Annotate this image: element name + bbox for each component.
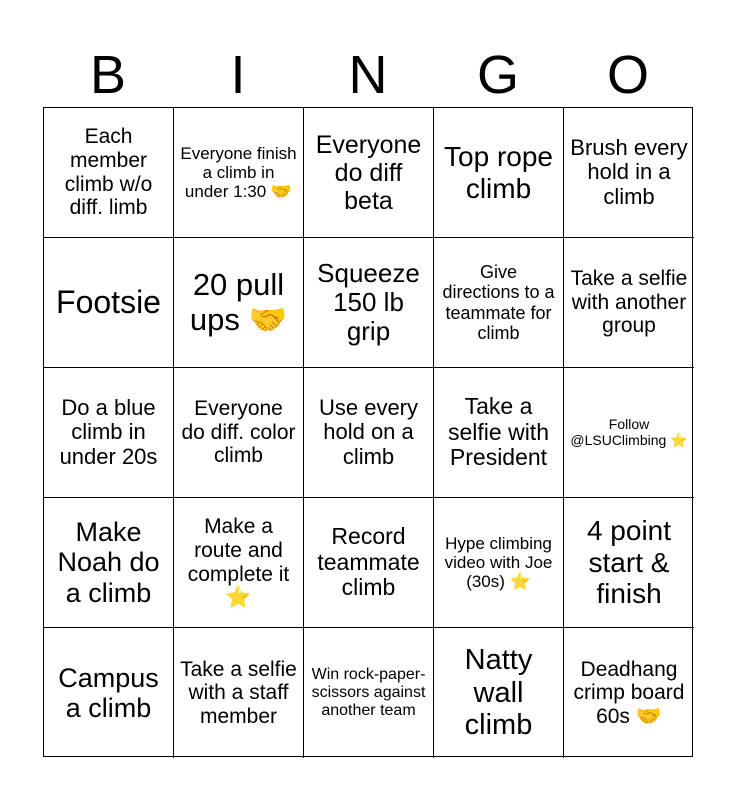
bingo-cell-r4c5[interactable]: [564, 498, 694, 628]
cell-text: Take a selfie with another group: [570, 267, 688, 338]
cell-text: Give directions to a teammate for climb: [442, 262, 555, 343]
cell-text: Hype climbing video with Joe (30s) ⭐: [444, 533, 553, 592]
bingo-cell-r3c1[interactable]: [44, 368, 174, 498]
bingo-grid: [43, 107, 693, 757]
cell-text: Follow @LSUClimbing ⭐: [570, 415, 688, 448]
bingo-cell-r5c2[interactable]: [174, 628, 304, 758]
bingo-cell-r3c3[interactable]: [304, 368, 434, 498]
bingo-cell-r2c5[interactable]: [564, 238, 694, 368]
cell-text: Make Noah do a climb: [57, 517, 160, 608]
cell-text: Everyone do diff. color climb: [181, 397, 296, 468]
bingo-cell-r2c2[interactable]: [174, 238, 304, 368]
bingo-cell-r2c4[interactable]: [434, 238, 564, 368]
header-letter-n: N: [348, 45, 388, 105]
bingo-cell-r5c4[interactable]: [434, 628, 564, 758]
bingo-cell-r5c1[interactable]: [44, 628, 174, 758]
cell-text: Each member climb w/o diff. limb: [64, 125, 153, 220]
bingo-cell-r2c1[interactable]: [44, 238, 174, 368]
bingo-cell-r3c5[interactable]: [564, 368, 694, 498]
cell-text: Take a selfie with President: [448, 392, 549, 471]
cell-text: Squeeze 150 lb grip: [317, 257, 420, 347]
bingo-cell-r4c3[interactable]: [304, 498, 434, 628]
bingo-cell-r1c4[interactable]: [434, 108, 564, 238]
bingo-cell-r4c4[interactable]: [434, 498, 564, 628]
bingo-cell-r1c3[interactable]: [304, 108, 434, 238]
bingo-cell-r2c3[interactable]: [304, 238, 434, 368]
header-letter-o: O: [606, 45, 649, 105]
bingo-cell-r1c2[interactable]: [174, 108, 304, 238]
cell-text: Footsie: [56, 283, 161, 320]
cell-text: 20 pull ups 🤝: [189, 266, 288, 337]
cell-text: Brush every hold in a climb: [570, 134, 688, 209]
cell-text: Everyone finish a climb in under 1:30 🤝: [180, 143, 297, 202]
cell-text: Campus a climb: [58, 662, 159, 723]
bingo-cell-r3c4[interactable]: [434, 368, 564, 498]
bingo-cell-r1c5[interactable]: [564, 108, 694, 238]
bingo-cell-r5c3[interactable]: [304, 628, 434, 758]
cell-text: Take a selfie with a staff member: [180, 657, 297, 728]
cell-text: Do a blue climb in under 20s: [59, 394, 158, 469]
bingo-cell-r3c2[interactable]: [174, 368, 304, 498]
cell-text: Win rock-paper-scissors against another team: [311, 666, 426, 719]
cell-text: Make a route and complete it ⭐: [187, 515, 290, 610]
cell-text: Use every hold on a climb: [318, 394, 419, 469]
header-letter-b: B: [89, 45, 127, 105]
cell-text: Record teammate climb: [317, 522, 420, 601]
bingo-cell-r5c5[interactable]: [564, 628, 694, 758]
header-letter-i: I: [230, 45, 246, 105]
bingo-header: [43, 42, 693, 108]
cell-text: Natty wall climb: [464, 644, 533, 742]
bingo-cell-r1c1[interactable]: [44, 108, 174, 238]
cell-text: Deadhang crimp board 60s 🤝: [573, 657, 685, 728]
header-letter-g: G: [476, 45, 519, 105]
cell-text: Top rope climb: [444, 141, 553, 204]
cell-text: 4 point start & finish: [586, 515, 672, 610]
cell-text: Everyone do diff beta: [315, 130, 422, 215]
bingo-cell-r4c2[interactable]: [174, 498, 304, 628]
bingo-cell-r4c1[interactable]: [44, 498, 174, 628]
